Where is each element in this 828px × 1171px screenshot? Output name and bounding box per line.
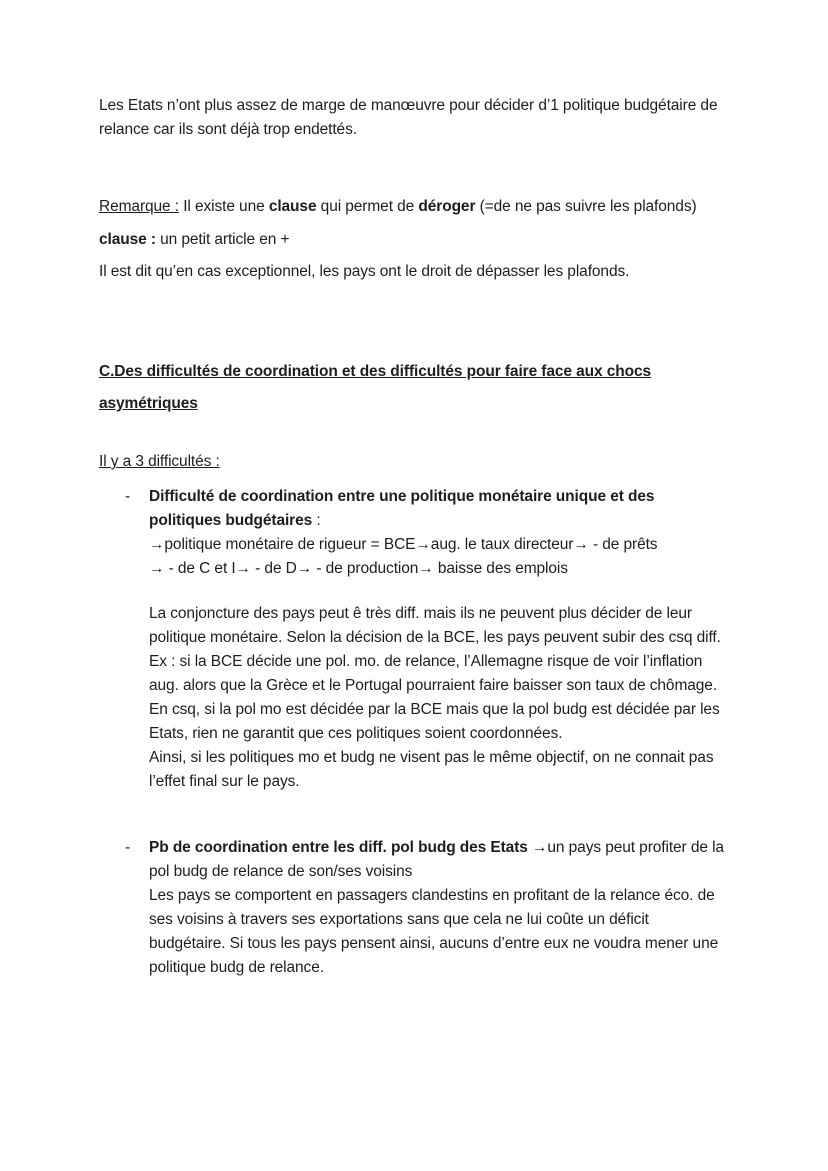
remarque-term-clause: clause: [268, 198, 317, 215]
spacer: [149, 581, 729, 602]
remarque-text-1: Il existe une: [178, 198, 269, 215]
causal-chain-line-2: → - de C et I→ - de D→ - de production→ baisse des emplois: [149, 560, 568, 577]
explanation-paragraph: Les pays se comportent en passagers clandestins en profitant de la relance éco. de ses voisins à travers ses exportations sans que cela ne lui coûte un déficit budgétaire. Si tous les pays pensent ainsi, aucuns d’entre eux ne voudra mener une politique budg de relance.: [149, 887, 719, 976]
list-item-body: [149, 836, 729, 980]
remarque-text-2: qui permet de: [316, 198, 419, 215]
remarque-term-deroger: déroger: [418, 198, 476, 215]
dash-bullet: -: [125, 839, 131, 856]
example-paragraph: Ex : si la BCE décide une pol. mo. de relance, l’Allemagne risque de voir l’inflation aug. alors que la Grèce et le Portugal pourraient faire baisser son taux de chômage.: [149, 653, 718, 694]
list-item-body: [149, 485, 729, 794]
dash-bullet: -: [125, 488, 131, 505]
list-item-title: [149, 485, 729, 533]
list-item-title-bold: Difficulté de coordination entre une politique monétaire unique et des politiques budgétaires: [149, 488, 655, 529]
list-item-title-colon: :: [312, 512, 321, 529]
definition-paragraph: [99, 228, 729, 252]
definition-term: clause :: [99, 231, 156, 248]
list-item-title-rest: →un pays peut profiter de la pol budg de relance de son/ses voisins: [149, 839, 724, 880]
list-item-coordination: [99, 485, 729, 794]
consequence-paragraph: En csq, si la pol mo est décidée par la BCE mais que la pol budg est décidée par les Etats, rien ne garantit que ces politiques soient coordonnées.: [149, 701, 720, 742]
list-item-free-rider: [99, 836, 729, 980]
conclusion-paragraph: Ainsi, si les politiques mo et budg ne visent pas le même objectif, on ne connait pas l’effet final sur le pays.: [149, 749, 714, 790]
list-item-title: [149, 836, 729, 884]
exception-paragraph: Il est dit qu’en cas exceptionnel, les pays ont le droit de dépasser les plafonds.: [99, 263, 630, 280]
list-intro: Il y a 3 difficultés :: [99, 453, 220, 470]
section-heading: C.Des difficultés de coordination et des difficultés pour faire face aux chocs asymétriques: [99, 363, 652, 412]
causal-chain-line-1: →politique monétaire de rigueur = BCE→aug. le taux directeur→ - de prêts: [149, 536, 658, 553]
intro-paragraph: Les Etats n’ont plus assez de marge de manœuvre pour décider d’1 politique budgétaire de relance car ils sont déjà trop endettés.: [99, 97, 718, 138]
explanation-paragraph-1: La conjoncture des pays peut ê très diff. mais ils ne peuvent plus décider de leur politique monétaire. Selon la décision de la BCE, les pays peuvent subir des csq diff.: [149, 605, 721, 646]
remarque-label: Remarque :: [99, 198, 179, 215]
note-paragraph: [99, 195, 729, 219]
remarque-text-3: (=de ne pas suivre les plafonds): [475, 198, 697, 215]
definition-text: un petit article en +: [155, 231, 290, 248]
list-item-title-bold: Pb de coordination entre les diff. pol budg des Etats: [149, 839, 528, 856]
